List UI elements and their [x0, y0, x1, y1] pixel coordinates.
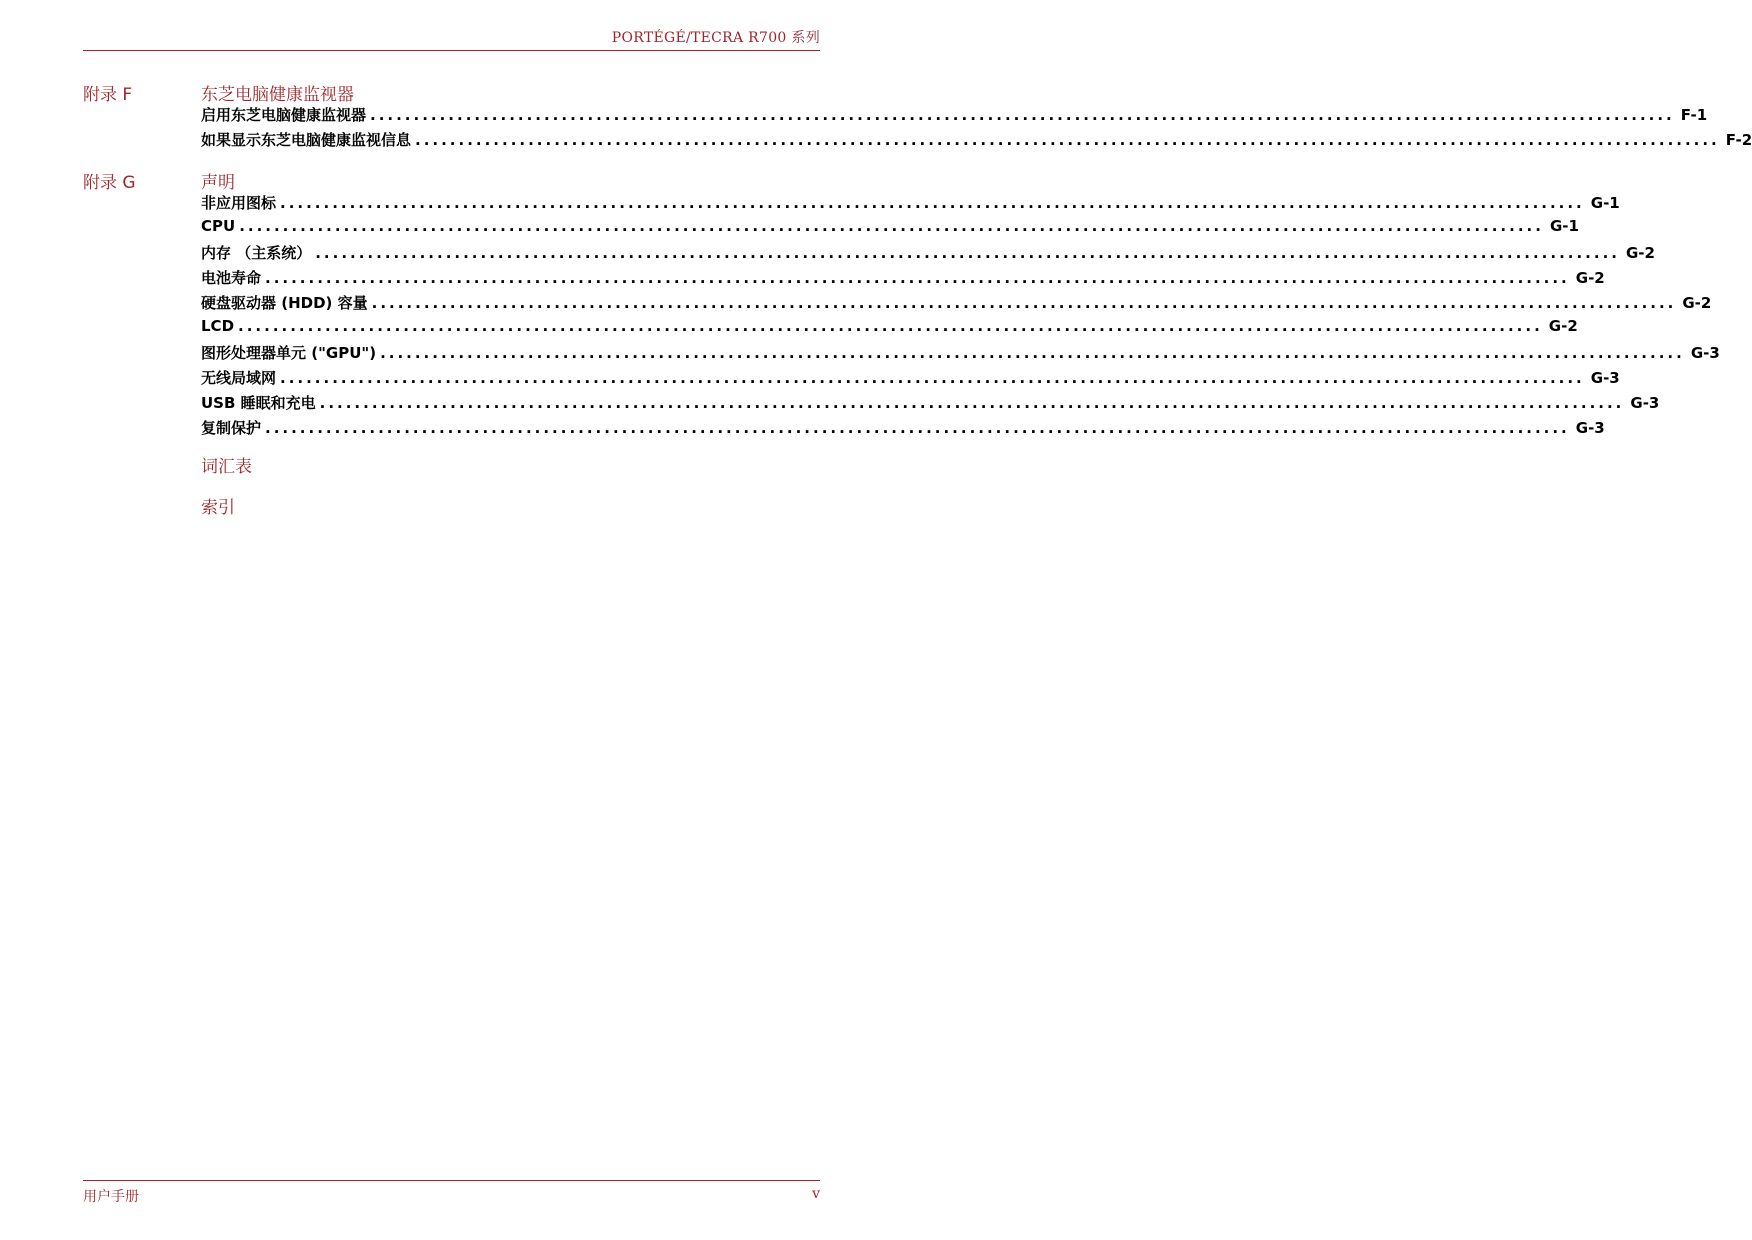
toc-entry[interactable] [201, 217, 1579, 242]
toc-leader-dots: ...................................................................................................................................................... [380, 344, 1685, 362]
appendix-g-entries [201, 192, 1720, 442]
toc-entry-page: G-3 [1575, 419, 1605, 437]
toc-leader-dots: ...................................................................................................................................................... [239, 217, 1544, 235]
toc-entry-title: LCD [201, 317, 235, 335]
toc-entry[interactable] [201, 367, 1620, 392]
toc-leader-dots: ...................................................................................................................................................... [265, 419, 1570, 437]
toc-leader-dots: ...................................................................................................................................................... [280, 194, 1585, 212]
toc-entry-title: CPU [201, 217, 236, 235]
toc-entry-page: F-2 [1725, 131, 1752, 149]
toc-entry-page: G-1 [1549, 217, 1579, 235]
toc-entry-page: G-2 [1625, 244, 1655, 262]
toc-entry-title: 硬盘驱动器 (HDD) 容量 [201, 294, 368, 312]
toc-entry[interactable] [201, 192, 1620, 217]
toc-leader-dots: ...................................................................................................................................................... [265, 269, 1570, 287]
toc-leader-dots: ...................................................................................................................................................... [319, 394, 1625, 412]
toc-entry-title: 启用东芝电脑健康监视器 [201, 106, 367, 124]
header-rule [83, 50, 820, 51]
toc-entry-page: G-3 [1630, 394, 1660, 412]
toc-entry-title: 图形处理器单元 ("GPU") [201, 344, 377, 362]
toc-entry[interactable] [201, 104, 1708, 129]
toc-entry-title: 非应用图标 [201, 194, 277, 212]
toc-entry[interactable] [201, 392, 1660, 417]
page-number: v [812, 1186, 820, 1202]
toc-leader-dots: ...................................................................................................................................................... [238, 317, 1543, 335]
toc-entry-title: 如果显示东芝电脑健康监视信息 [201, 131, 412, 149]
footer-manual-label: 用户手册 [83, 1189, 139, 1205]
toc-entry-page: G-3 [1690, 344, 1720, 362]
toc-entry[interactable] [201, 317, 1578, 342]
toc-entry[interactable] [201, 129, 1752, 154]
toc-entry-page: F-1 [1680, 106, 1708, 124]
toc-leader-dots: ...................................................................................................................................................... [371, 294, 1677, 312]
toc-entry-page: G-2 [1548, 317, 1578, 335]
appendix-f-title[interactable]: 东芝电脑健康监视器 [201, 85, 354, 105]
toc-entry-page: G-1 [1590, 194, 1620, 212]
appendix-f-entries [201, 104, 1752, 154]
index-link[interactable]: 索引 [201, 498, 235, 518]
toc-leader-dots: ...................................................................................................................................................... [280, 369, 1585, 387]
toc-entry-title: 复制保护 [201, 419, 262, 437]
toc-entry[interactable] [201, 292, 1712, 317]
toc-entry-page: G-3 [1590, 369, 1620, 387]
toc-entry[interactable] [201, 267, 1605, 292]
header-title: PORTÉGÉ/TECRA R700 系列 [611, 30, 820, 46]
toc-entry-title: 无线局域网 [201, 369, 277, 387]
toc-entry[interactable] [201, 417, 1605, 442]
glossary-link[interactable]: 词汇表 [201, 457, 252, 477]
toc-leader-dots: ...................................................................................................................................................... [415, 131, 1720, 149]
toc-entry-page: G-2 [1682, 294, 1712, 312]
toc-leader-dots: ...................................................................................................................................................... [315, 244, 1620, 262]
toc-leader-dots: ...................................................................................................................................................... [370, 106, 1675, 124]
toc-entry-title: 电池寿命 [201, 269, 262, 287]
appendix-f-label: 附录 F [83, 85, 133, 105]
toc-entry[interactable] [201, 242, 1655, 267]
toc-entry-title: 内存 （主系统） [201, 244, 312, 262]
appendix-g-label: 附录 G [83, 173, 136, 193]
toc-entry-title: USB 睡眠和充电 [201, 394, 316, 412]
toc-entry[interactable] [201, 342, 1720, 367]
toc-entry-page: G-2 [1575, 269, 1605, 287]
footer-rule [83, 1180, 820, 1181]
appendix-g-title[interactable]: 声明 [201, 173, 235, 193]
